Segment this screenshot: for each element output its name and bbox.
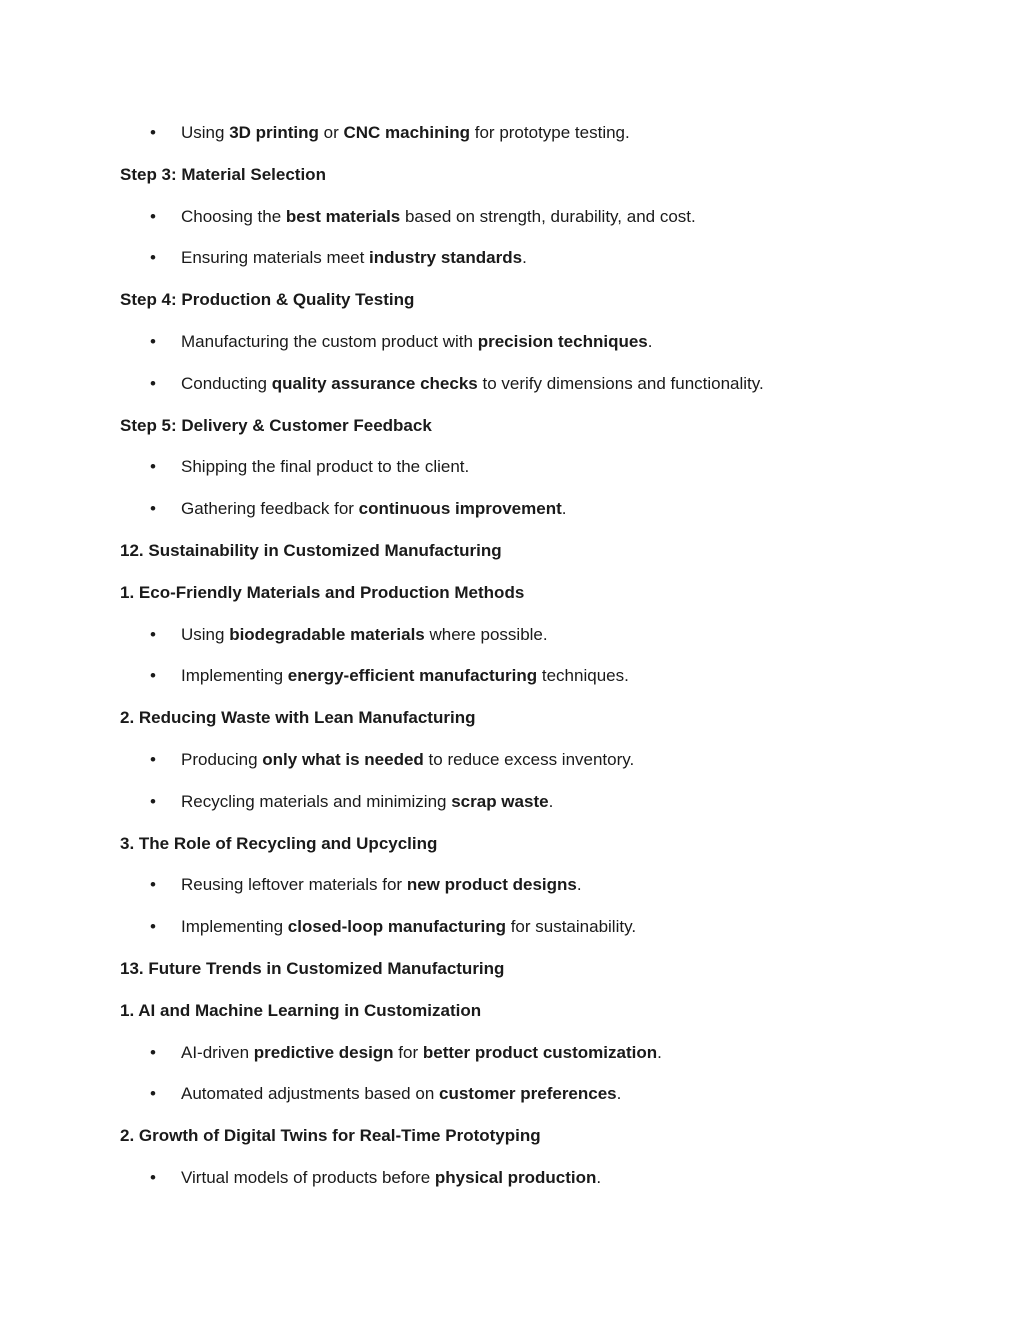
text-run: Recycling materials and minimizing [181,791,452,811]
text-run: Step 5: Delivery & Customer Feedback [120,415,432,435]
bold-text: quality assurance checks [271,373,478,393]
text-run: Step 4: Production & Quality Testing [120,290,415,310]
bold-text: CNC machining [343,123,471,142]
list-item [150,1040,1024,1066]
text-run: Virtual models of products before [181,1168,435,1187]
bullet-marker [150,1081,181,1107]
bullet-marker [150,747,181,773]
section-heading [120,413,1024,439]
list-item [150,663,1024,689]
text-run: 13. Future Trends in Customized Manufacturing [120,959,505,978]
bullet-marker [150,914,181,940]
list-item [150,371,1024,397]
list-item [150,329,1024,355]
text-run: Implementing [181,666,288,686]
section-heading [120,831,1024,857]
text-run: Implementing [181,917,288,937]
list-item [150,1081,1024,1107]
section-heading [120,287,1024,313]
list-item [150,204,1024,230]
section-heading [120,580,1024,606]
bullet-marker [150,496,181,522]
text-run: . [596,1168,602,1187]
bullet-marker [150,1040,181,1066]
bullet-marker [150,1165,181,1191]
text-run: . [561,499,567,519]
text-run: 1. AI and Machine Learning in Customization [120,1000,482,1020]
bold-text: scrap waste [451,791,549,811]
bold-text: energy-efficient manufacturing [287,666,538,686]
bold-text: 3D printing [229,123,319,142]
list-item [150,914,1024,940]
text-run: . [657,1042,662,1062]
text-run: Gathering feedback for [181,499,359,519]
text-run: to verify dimensions and functionality. [477,373,764,393]
list-item [150,789,1024,815]
bullet-marker [150,872,181,898]
text-run: techniques. [537,666,629,686]
text-run: 12. Sustainability in Customized Manufacturing [120,541,502,560]
text-run: 2. Growth of Digital Twins for Real-Time Prototyping [120,1126,541,1146]
bold-text: biodegradable materials [229,624,425,644]
text-run: 1. Eco-Friendly Materials and Production Methods [120,582,525,602]
list-item [150,454,1024,480]
text-run: . [616,1084,622,1104]
text-run: Automated adjustments based on [181,1084,439,1104]
list-item [150,496,1024,522]
bullet-marker [150,663,181,689]
text-run: Producing [181,750,263,769]
text-run: . [647,332,653,351]
bold-text: best materials [285,206,401,226]
bold-text: industry standards [369,248,523,268]
text-run: 3. The Role of Recycling and Upcycling [120,833,438,853]
bold-text: better product customization [422,1042,658,1062]
bullet-marker [150,789,181,815]
bold-text: only what is needed [262,750,424,769]
bold-text: closed-loop manufacturing [287,917,506,937]
text-run: based on strength, durability, and cost. [400,206,696,226]
bold-text: physical production [434,1168,597,1187]
text-run: Step 3: Material Selection [120,164,326,184]
bold-text: customer preferences [439,1084,617,1104]
text-run: Using [181,624,230,644]
text-run: AI-driven [181,1042,254,1062]
text-run: or [318,123,344,142]
bold-text: continuous improvement [358,499,562,519]
bullet-marker [150,120,181,146]
text-run: Choosing the [181,206,286,226]
bold-text: predictive design [253,1042,394,1062]
text-run: Manufacturing the custom product with [181,332,478,351]
text-run: Shipping the final product to the client. [181,457,470,477]
text-run: 2. Reducing Waste with Lean Manufacturing [120,708,476,728]
list-item [150,245,1024,271]
bold-text: precision techniques [477,332,648,351]
section-heading [120,162,1024,188]
text-run: for [393,1042,423,1062]
list-item [150,120,1024,146]
text-run: for prototype testing. [470,123,630,142]
list-item [150,622,1024,648]
bullet-marker [150,329,181,355]
text-run: Reusing leftover materials for [181,875,407,895]
section-heading [120,538,1024,564]
text-run: Using [181,123,230,142]
text-run: . [576,875,582,895]
text-run: for sustainability. [505,917,637,937]
bullet-marker [150,204,181,230]
bullet-marker [150,454,181,480]
list-item [150,747,1024,773]
text-run: to reduce excess inventory. [423,750,635,769]
section-heading [120,705,1024,731]
section-heading [120,998,1024,1024]
text-run: . [522,248,527,268]
bold-text: new product designs [406,875,577,895]
section-heading [120,956,1024,982]
bullet-marker [150,245,181,271]
list-item [150,872,1024,898]
text-run: where possible. [424,624,548,644]
text-run: Ensuring materials meet [181,248,370,268]
text-run: . [548,791,554,811]
bullet-marker [150,622,181,648]
text-run: Conducting [181,373,272,393]
list-item [150,1165,1024,1191]
section-heading [120,1123,1024,1149]
bullet-marker [150,371,181,397]
